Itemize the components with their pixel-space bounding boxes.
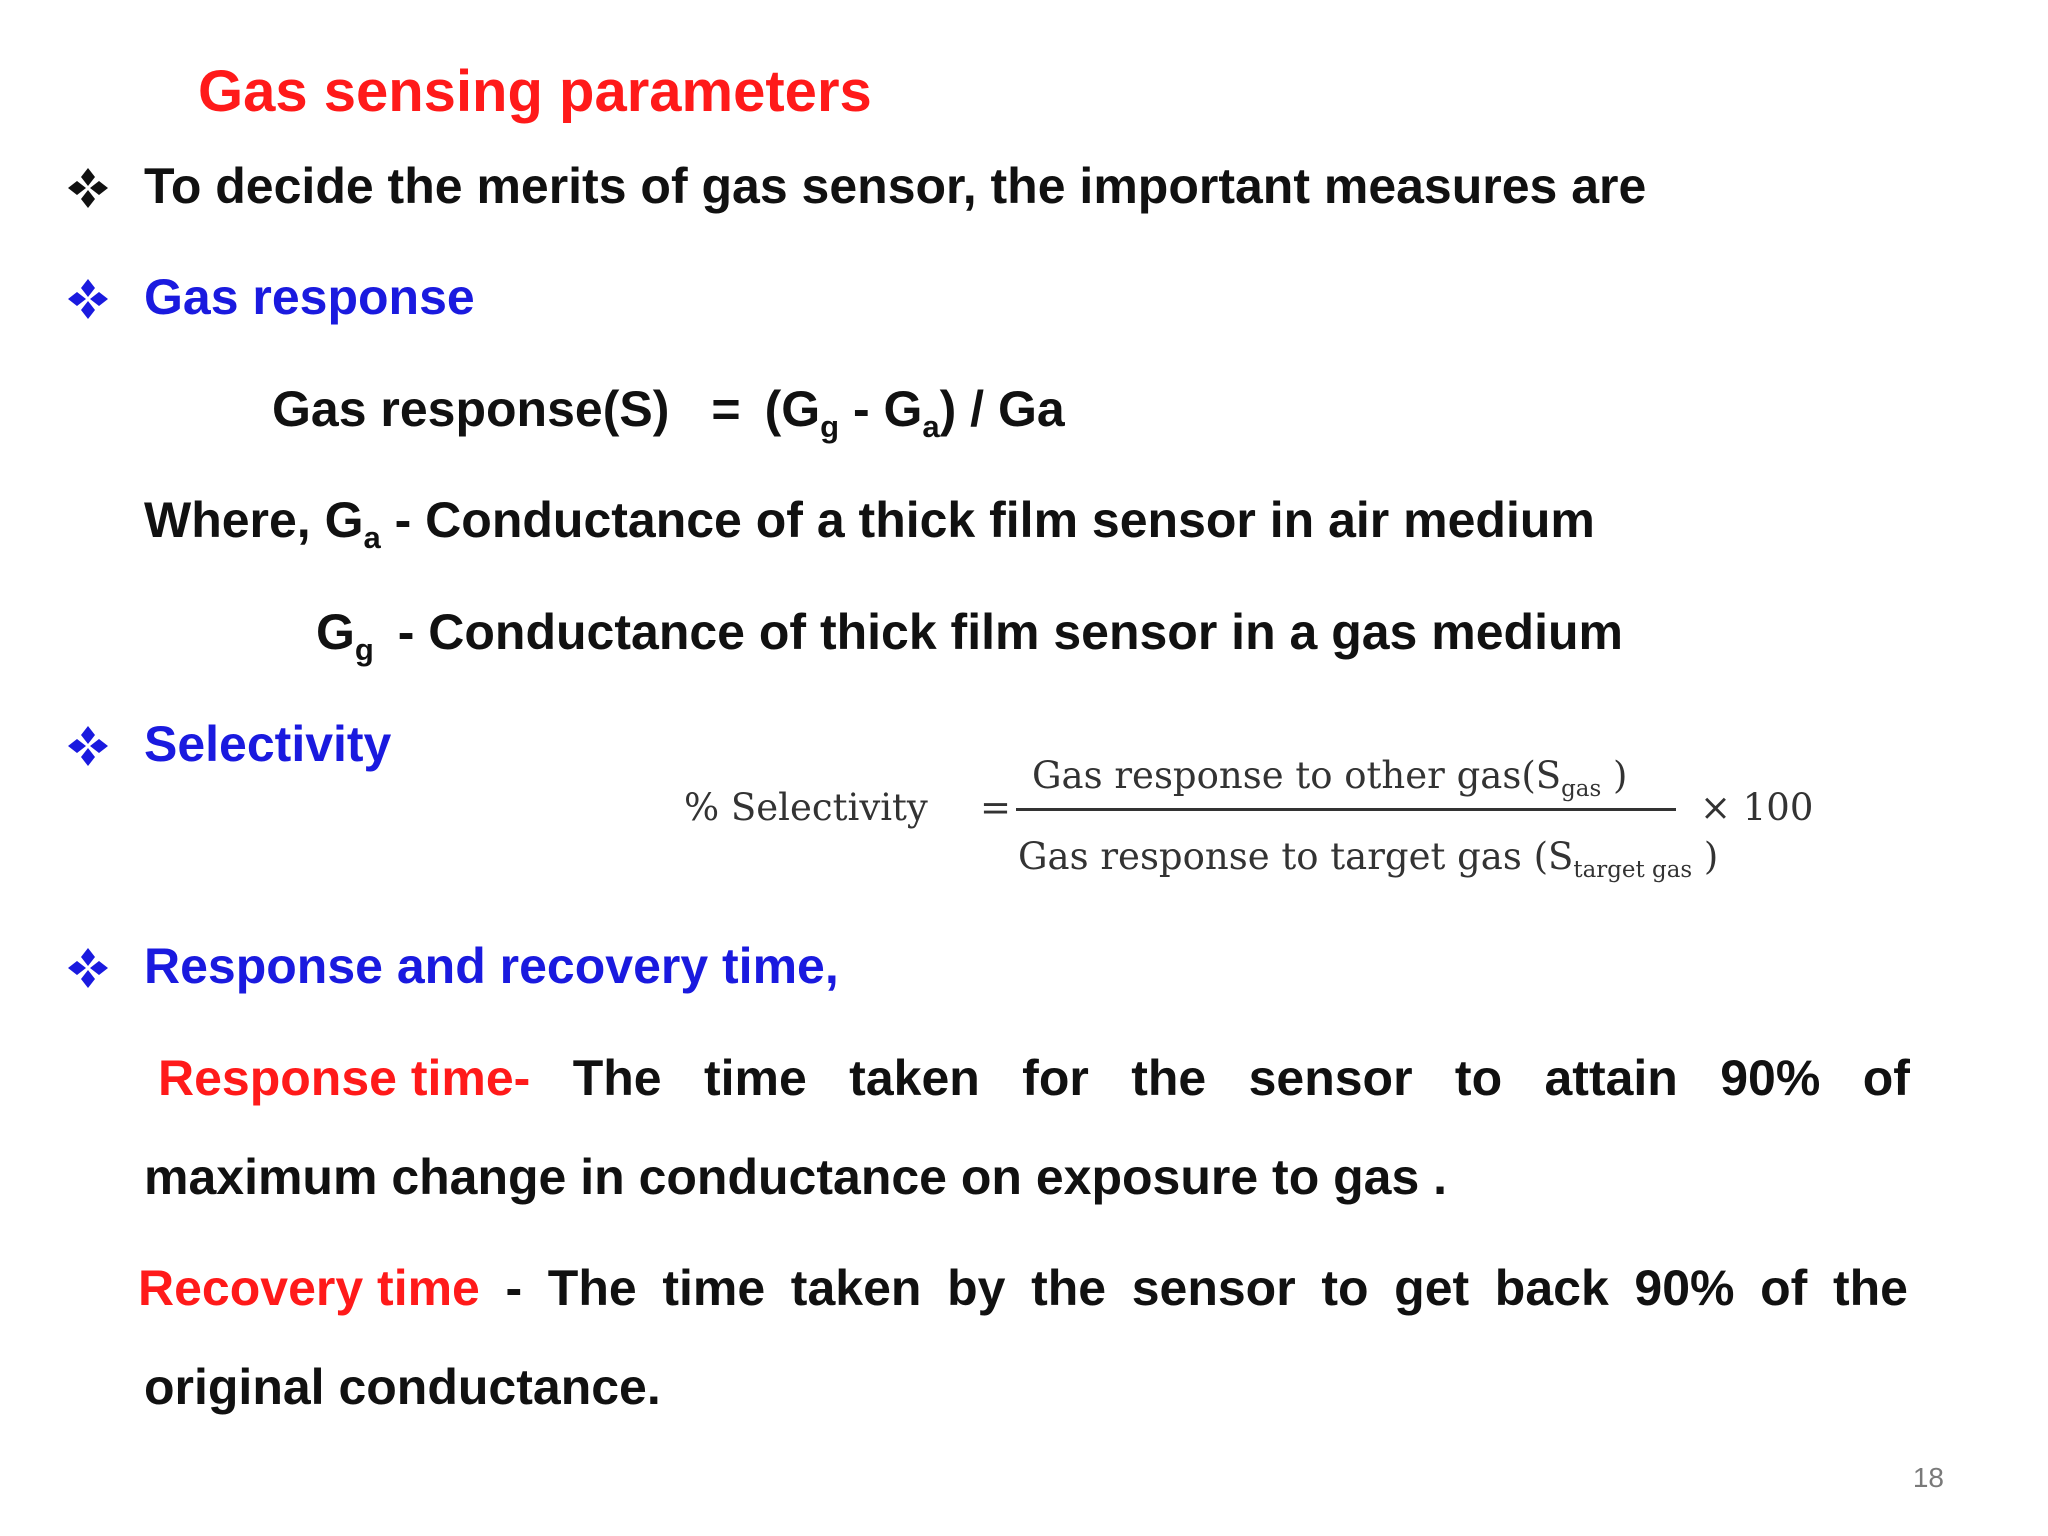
recovery-word: the <box>1031 1260 1107 1316</box>
response-word: the <box>1131 1050 1207 1106</box>
formula-sub-g: g <box>820 408 840 444</box>
response-time-line <box>158 1049 1910 1107</box>
where-ga-line <box>144 491 1595 555</box>
recovery-time-line2: original conductance. <box>144 1359 661 1415</box>
slide-title: Gas sensing parameters <box>198 59 872 124</box>
response-recovery-heading: Response and recovery time, <box>144 938 839 994</box>
page-number: 18 <box>1912 1462 1944 1493</box>
recovery-word: sensor <box>1131 1260 1296 1316</box>
numerator-close: ) <box>1601 754 1628 797</box>
selectivity-denominator <box>1018 835 1719 884</box>
four-diamond-bullet-icon <box>66 946 110 990</box>
response-word: to <box>1454 1050 1503 1106</box>
recovery-word: 90% <box>1634 1260 1735 1316</box>
recovery-word: time <box>662 1260 766 1316</box>
gas-response-heading: Gas response <box>144 269 475 325</box>
response-word: The <box>572 1050 662 1106</box>
gas-response-formula <box>272 380 1065 444</box>
denominator-sub: target gas <box>1573 857 1693 884</box>
selectivity-lhs: % Selectivity <box>684 786 928 829</box>
response-word: taken <box>849 1050 980 1106</box>
formula-lhs: Gas response(S) <box>272 381 670 437</box>
response-word: 90% <box>1720 1050 1821 1106</box>
recovery-word: of <box>1760 1260 1808 1316</box>
intro-text: To decide the merits of gas sensor, the important measures are <box>144 158 1647 214</box>
response-word: for <box>1022 1050 1089 1106</box>
denominator-text: Gas response to target gas (S <box>1018 835 1574 878</box>
denominator-close: ) <box>1692 835 1719 878</box>
recovery-word: by <box>947 1260 1006 1316</box>
selectivity-multiplier: × 100 <box>1700 786 1814 829</box>
response-word: attain <box>1544 1050 1678 1106</box>
fraction-bar <box>1016 808 1676 811</box>
recovery-word: to <box>1321 1260 1369 1316</box>
formula-equals: = <box>711 381 741 437</box>
recovery-word: taken <box>790 1260 922 1316</box>
recovery-word: - <box>505 1260 523 1316</box>
formula-sub-a: a <box>922 408 940 444</box>
formula-open: (G <box>764 381 821 437</box>
response-word: sensor <box>1248 1050 1413 1106</box>
where-sub: a <box>363 519 381 555</box>
numerator-text: Gas response to other gas(S <box>1032 754 1562 797</box>
recovery-word: the <box>1832 1260 1908 1316</box>
response-time-label: Response time- <box>158 1050 531 1106</box>
formula-tail: ) / Ga <box>939 381 1065 437</box>
gg-label: G <box>316 604 355 660</box>
response-word: time <box>703 1050 807 1106</box>
formula-minus: - G <box>839 381 923 437</box>
recovery-word: The <box>547 1260 637 1316</box>
selectivity-equals: = <box>980 786 1012 829</box>
gg-line <box>316 603 1623 667</box>
four-diamond-bullet-icon <box>66 277 110 321</box>
response-time-line2: maximum change in conductance on exposure to gas . <box>144 1149 1448 1205</box>
gg-sub: g <box>354 631 374 667</box>
selectivity-numerator <box>1032 754 1628 803</box>
four-diamond-bullet-icon <box>66 724 110 768</box>
where-text: - Conductance of a thick film sensor in air medium <box>380 492 1595 548</box>
four-diamond-bullet-icon <box>66 166 110 210</box>
selectivity-heading: Selectivity <box>144 716 392 772</box>
recovery-word: get <box>1394 1260 1470 1316</box>
recovery-time-label: Recovery time <box>138 1260 480 1316</box>
recovery-word: back <box>1494 1260 1609 1316</box>
where-label: Where, G <box>144 492 364 548</box>
gg-text: - Conductance of thick film sensor in a gas medium <box>383 604 1623 660</box>
recovery-time-line <box>138 1259 1908 1317</box>
response-word: of <box>1862 1050 1910 1106</box>
numerator-sub: gas <box>1561 776 1602 803</box>
